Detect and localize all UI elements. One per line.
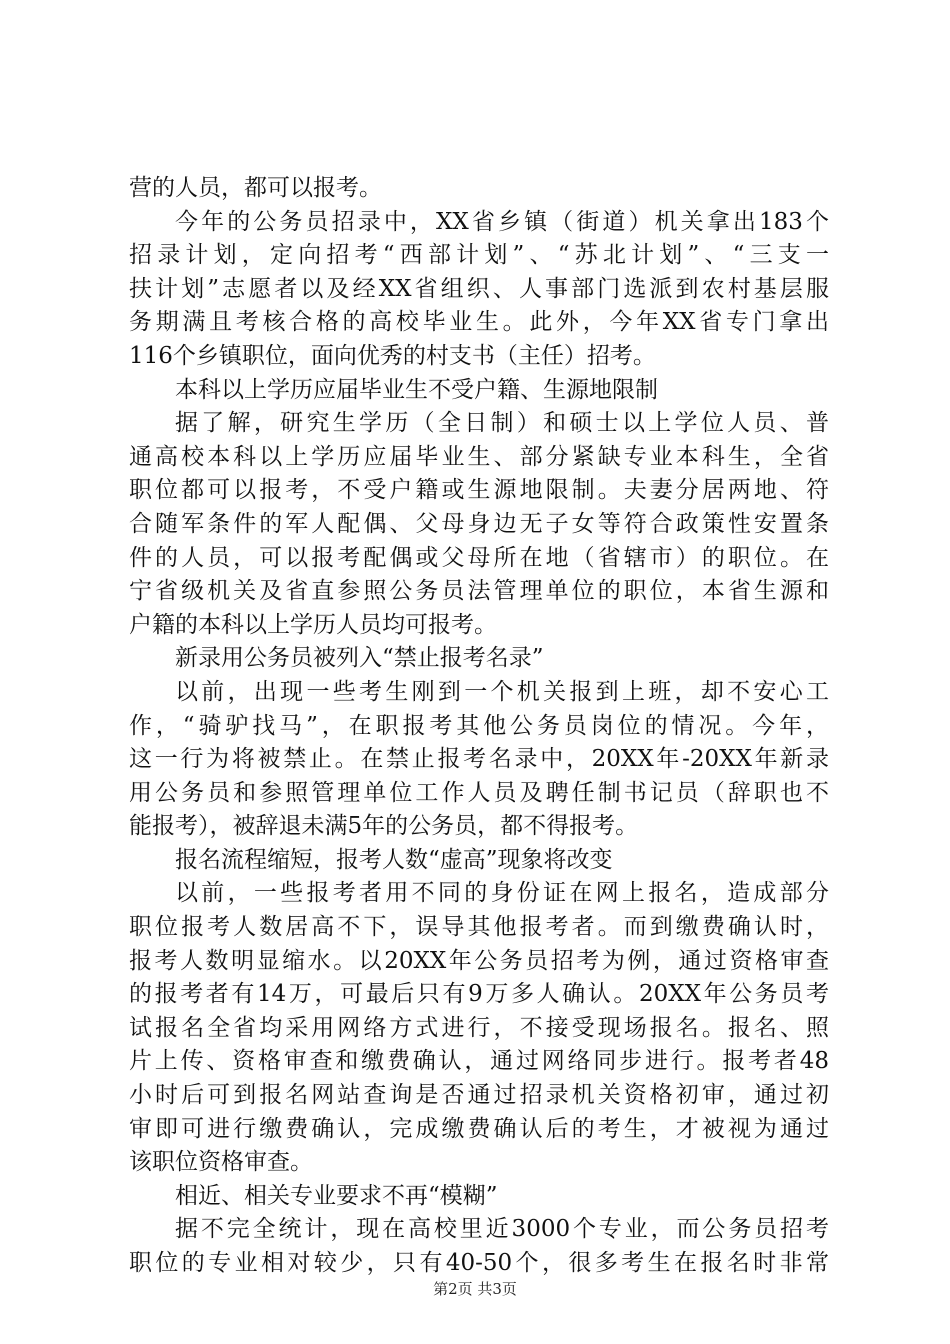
page-footer: 第2页 共3页 [433, 1280, 517, 1298]
text-line: 报考人数明显缩水。以20XX年公务员招考为例，通过资格审查 [129, 947, 829, 974]
text-line: 职位的专业相对较少，只有40-50个，很多考生在报名时非常 [129, 1250, 829, 1276]
section-heading: 本科以上学历应届毕业生不受户籍、生源地限制 [175, 376, 658, 403]
text-line: 据了解，研究生学历（全日制）和硕士以上学位人员、普 [175, 410, 829, 437]
text-line: 以前，出现一些考生刚到一个机关报到上班，却不安心工 [175, 678, 829, 705]
section-heading: 相近、相关专业要求不再“模糊” [175, 1182, 498, 1209]
text-line: 营的人员，都可以报考。 [129, 175, 382, 201]
text-line: 合随军条件的军人配偶、父母身边无子女等符合政策性安置条 [129, 510, 829, 537]
section-heading: 报名流程缩短，报考人数“虚高”现象将改变 [175, 846, 613, 873]
text-line: 职位报考人数居高不下，误导其他报考者。而到缴费确认时， [129, 914, 829, 941]
text-line: 以前，一些报考者用不同的身份证在网上报名，造成部分 [175, 880, 829, 907]
text-line: 116个乡镇职位，面向优秀的村支书（主任）招考。 [129, 342, 656, 369]
text-line: 件的人员，可以报考配偶或父母所在地（省辖市）的职位。在 [129, 544, 829, 571]
text-line: 务期满且考核合格的高校毕业生。此外，今年XX省专门拿出 [129, 309, 829, 336]
text-line: 用公务员和参照管理单位工作人员及聘任制书记员（辞职也不 [129, 779, 829, 806]
text-line: 小时后可到报名网站查询是否通过招录机关资格初审，通过初 [129, 1082, 829, 1109]
text-line: 作，“骑驴找马”，在职报考其他公务员岗位的情况。今年， [129, 712, 829, 739]
section-heading: 新录用公务员被列入“禁止报考名录” [175, 645, 544, 672]
text-line: 这一行为将被禁止。在禁止报考名录中，20XX年-20XX年新录 [129, 746, 829, 773]
text-line: 户籍的本科以上学历人员均可报考。 [129, 611, 497, 638]
text-line: 招录计划，定向招考“西部计划”、“苏北计划”、“三支一 [129, 242, 829, 269]
text-line: 据不完全统计，现在高校里近3000个专业，而公务员招考 [175, 1216, 829, 1243]
body-text [129, 172, 829, 1281]
text-line: 审即可进行缴费确认，完成缴费确认后的考生，才被视为通过 [129, 1115, 829, 1142]
text-line: 的报考者有14万，可最后只有9万多人确认。20XX年公务员考 [129, 981, 829, 1008]
text-line: 职位都可以报考，不受户籍或生源地限制。夫妻分居两地、符 [129, 477, 829, 504]
text-line: 通高校本科以上学历应届毕业生、部分紧缺专业本科生，全省 [129, 443, 829, 470]
text-line: 试报名全省均采用网络方式进行，不接受现场报名。报名、照 [129, 1014, 829, 1041]
text-line: 能报考），被辞退未满5年的公务员，都不得报考。 [129, 813, 639, 840]
text-line: 片上传、资格审查和缴费确认，通过网络同步进行。报考者48 [129, 1048, 829, 1075]
text-line: 扶计划”志愿者以及经XX省组织、人事部门选派到农村基层服 [129, 275, 829, 302]
text-line: 宁省级机关及省直参照公务员法管理单位的职位，本省生源和 [129, 578, 829, 605]
text-line: 今年的公务员招录中，XX省乡镇（街道）机关拿出183个 [175, 208, 829, 235]
text-line: 该职位资格审查。 [129, 1149, 313, 1176]
